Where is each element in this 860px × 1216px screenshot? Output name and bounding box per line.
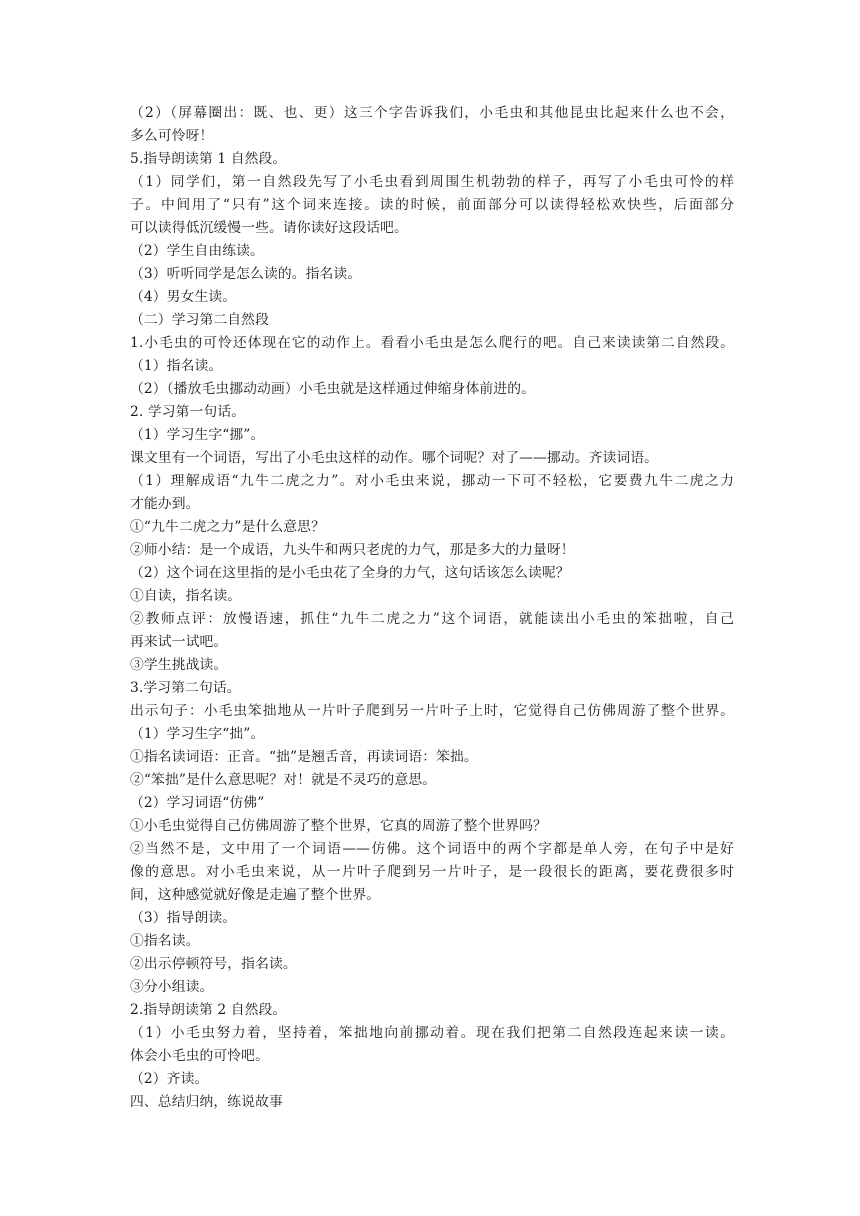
paragraph-line: 多么可怜呀！ [130,128,214,144]
paragraph-line: ②“笨拙”是什么意思呢？对！就是不灵巧的意思。 [130,772,437,788]
document-page [130,102,734,1114]
paragraph-line: 可以读得低沉缓慢一些。请你读好这段话吧。 [130,220,408,236]
section-heading: 3.学习第二句话。 [130,680,241,696]
paragraph-line: （1）指名读。 [130,358,223,374]
paragraph-line: （2）（播放毛虫挪动动画）小毛虫就是这样通过伸缩身体前进的。 [130,381,535,397]
paragraph-line: ③学生挑战读。 [130,657,228,673]
section-heading: （二）学习第二自然段 [130,312,269,328]
paragraph-line: 间，这种感觉就好像是走遍了整个世界。 [130,887,381,903]
section-heading: 四、总结归纳，练说故事 [130,1094,283,1110]
paragraph-line: 再来试一试吧。 [130,634,228,650]
paragraph-line: （2）齐读。 [130,1071,209,1087]
paragraph-line: ②教师点评：放慢语速，抓住“九牛二虎之力”这个词语，就能读出小毛虫的笨拙啦，自己 [130,611,734,627]
section-heading: 2. 学习第一句话。 [130,404,246,420]
paragraph-line: ③分小组读。 [130,979,214,995]
section-heading: 5.指导朗读第 1 自然段。 [130,151,287,167]
paragraph-line: （3）听听同学是怎么读的。指名读。 [130,266,362,282]
paragraph-line: （2）（屏幕圈出：既、也、更）这三个字告诉我们，小毛虫和其他昆虫比起来什么也不会， [130,105,734,121]
paragraph-line: 子。中间用了“只有”这个词来连接。读的时候，前面部分可以读得轻松欢快些，后面部分 [130,197,734,213]
paragraph-line: 1.小毛虫的可怜还体现在它的动作上。看看小毛虫是怎么爬行的吧。自己来读读第二自然段。 [130,335,734,351]
paragraph-line: ②当然不是，文中用了一个词语——仿佛。这个词语中的两个字都是单人旁，在句子中是好 [130,841,734,857]
paragraph-line: ②出示停顿符号，指名读。 [130,956,297,972]
paragraph-line: ①小毛虫觉得自己仿佛周游了整个世界，它真的周游了整个世界吗？ [130,818,547,834]
paragraph-line: （1）学习生字“挪”。 [130,427,265,443]
paragraph-line: （1）学习生字“拙”。 [130,726,265,742]
paragraph-line: （1）同学们，第一自然段先写了小毛虫看到周围生机勃勃的样子，再写了小毛虫可怜的样 [130,174,734,190]
paragraph-line: 体会小毛虫的可怜吧。 [130,1048,269,1064]
paragraph-line: （2）这个词在这里指的是小毛虫花了全身的力气，这句话该怎么读呢？ [130,565,570,581]
paragraph-line: （1）小毛虫努力着，坚持着，笨拙地向前挪动着。现在我们把第二自然段连起来读一读。 [130,1025,734,1041]
paragraph-line: 出示句子：小毛虫笨拙地从一片叶子爬到另一片叶子上时，它觉得自己仿佛周游了整个世界。 [130,703,734,719]
paragraph-line: （2）学习词语“仿佛” [130,795,265,811]
paragraph-line: （4）男女生读。 [130,289,237,305]
paragraph-line: ②师小结：是一个成语，九头牛和两只老虎的力气，那是多大的力量呀！ [130,542,575,558]
paragraph-line: 课文里有一个词语，写出了小毛虫这样的动作。哪个词呢？对了——挪动。齐读词语。 [130,450,659,466]
paragraph-line: 像的意思。对小毛虫来说，从一片叶子爬到另一片叶子，是一段很长的距离，要花费很多时 [130,864,734,880]
paragraph-line: （2）学生自由练读。 [130,243,264,259]
paragraph-line: （3）指导朗读。 [130,910,237,926]
paragraph-line: ①自读，指名读。 [130,588,242,604]
paragraph-line: ①指名读。 [130,933,200,949]
paragraph-line: （1）理解成语“九牛二虎之力”。对小毛虫来说，挪动一下可不轻松，它要费九牛二虎之力 [130,473,734,489]
section-heading: 2.指导朗读第 2 自然段。 [130,1002,287,1018]
paragraph-line: ①“九牛二虎之力”是什么意思？ [130,519,325,535]
paragraph-line: ①指名读词语：正音。“拙”是翘舌音，再读词语：笨拙。 [130,749,478,765]
paragraph-line: 才能办到。 [130,496,200,512]
